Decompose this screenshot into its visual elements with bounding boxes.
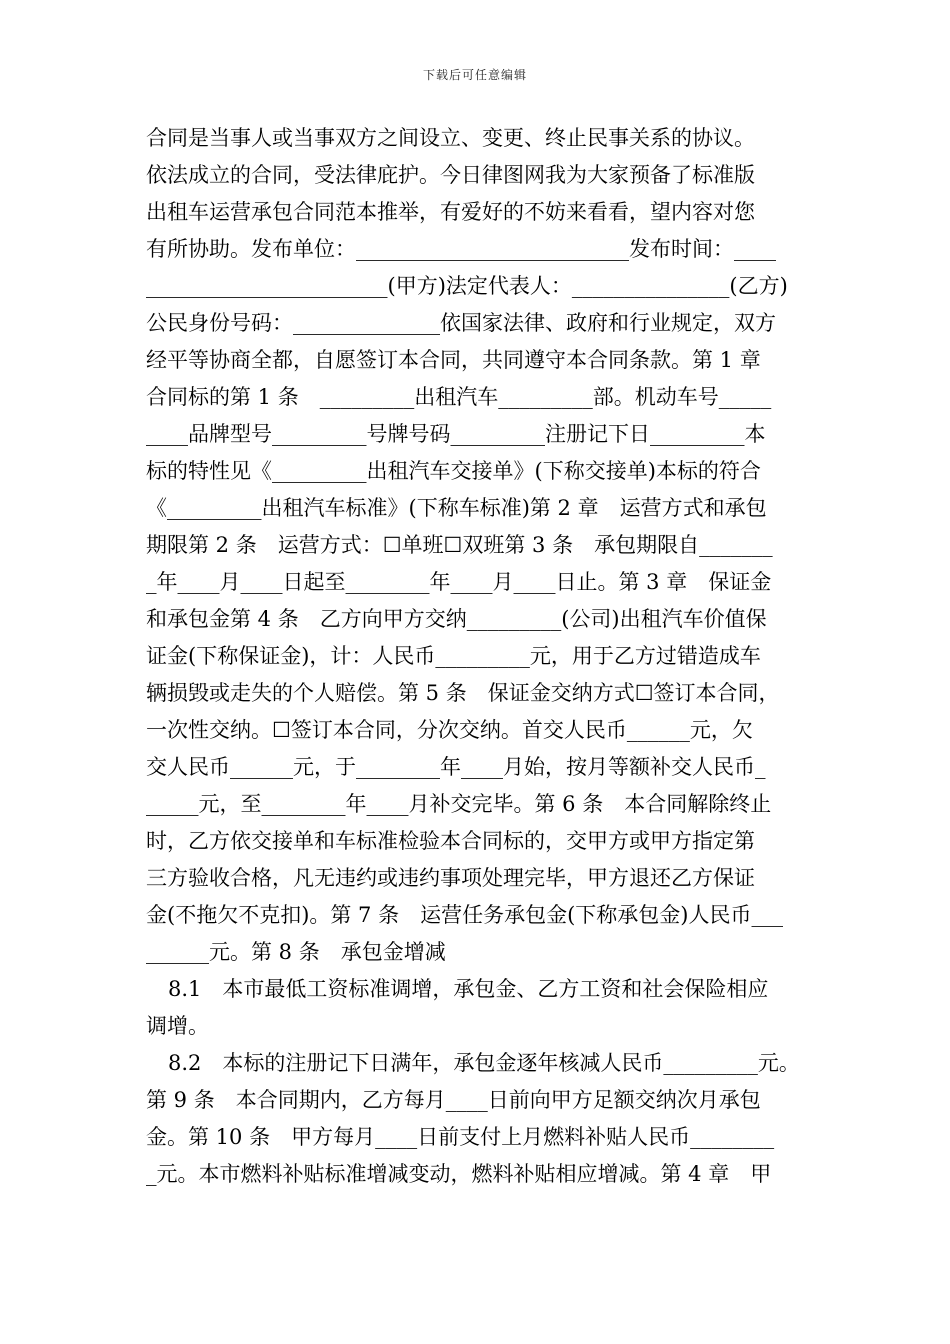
clause-8-2: 8.2 本标的注册记下日满年，承包金逐年核减人民币_________元。 [168,1051,800,1075]
text-line: 三方验收合格，凡无违约或违约事项处理完毕，甲方退还乙方保证 [146,866,755,890]
text-line: _______________________(甲方)法定代表人：_______________(乙方) [146,274,788,298]
text-line: 有所协助。发布单位：__________________________发布时间：____ [146,237,776,261]
text-line: 依法成立的合同，受法律庇护。今日律图网我为大家预备了标准版 [146,163,755,187]
text-line: 合同标的第 1 条 _________出租汽车_________部。机动车号_____ [146,385,772,409]
text-line: 出租车运营承包合同范本推举，有爱好的不妨来看看，望内容对您 [146,200,755,224]
text-line: 交人民币______元，于________年____月始，按月等额补交人民币_ [146,755,766,779]
text-line: 证金(下称保证金)，计：人民币_________元，用于乙方过错造成车 [146,644,761,668]
text-line: 金。第 10 条 甲方每月____日前支付上月燃料补贴人民币________ [146,1125,775,1149]
text-line: 期限第 2 条 运营方式：☐单班☐双班第 3 条 承包期限自_______ [146,533,773,557]
page-header: 下载后可任意编辑 [422,68,527,82]
text-line: 调增。 [146,1014,209,1038]
text-line: 辆损毁或走失的个人赔偿。第 5 条 保证金交纳方式☐签订本合同， [146,681,780,705]
text-line: 合同是当事人或当事双方之间设立、变更、终止民事关系的协议。 [146,126,755,150]
contract-body [146,120,814,1193]
text-line: 公民身份号码：______________依国家法律、政府和行业规定，双方 [146,311,776,335]
text-line: _年____月____日起至________年____月____日止。第 3 章 保证金 [146,570,772,594]
text-line: 第 9 条 本合同期内，乙方每月____日前向甲方足额交纳次月承包 [146,1088,761,1112]
text-line: 金(不拖欠不克扣)。第 7 条 运营任务承包金(下称承包金)人民币___ [146,903,783,927]
text-line: 标的特性见《_________出租汽车交接单》(下称交接单)本标的符合 [146,459,761,483]
text-line: ____品牌型号_________号牌号码_________注册记下日_________本 [146,422,766,446]
text-line: 经平等协商全都，自愿签订本合同，共同遵守本合同条款。第 1 章 [146,348,761,372]
text-line: ______元。第 8 条 承包金增减 [146,940,446,964]
text-line: 《_________出租汽车标准》(下称车标准)第 2 章 运营方式和承包 [146,496,767,520]
text-line: 一次性交纳。☐签订本合同，分次交纳。首交人民币______元，欠 [146,718,753,742]
clause-8-1: 8.1 本市最低工资标准调增，承包金、乙方工资和社会保险相应 [168,977,769,1001]
text-line: 和承包金第 4 条 乙方向甲方交纳_________(公司)出租汽车价值保 [146,607,767,631]
text-line: _元。本市燃料补贴标准增减变动，燃料补贴相应增减。第 4 章 甲 [146,1162,772,1186]
text-line: 时，乙方依交接单和车标准检验本合同标的，交甲方或甲方指定第 [146,829,755,853]
text-line: _____元，至________年____月补交完毕。第 6 条 本合同解除终止 [146,792,772,816]
